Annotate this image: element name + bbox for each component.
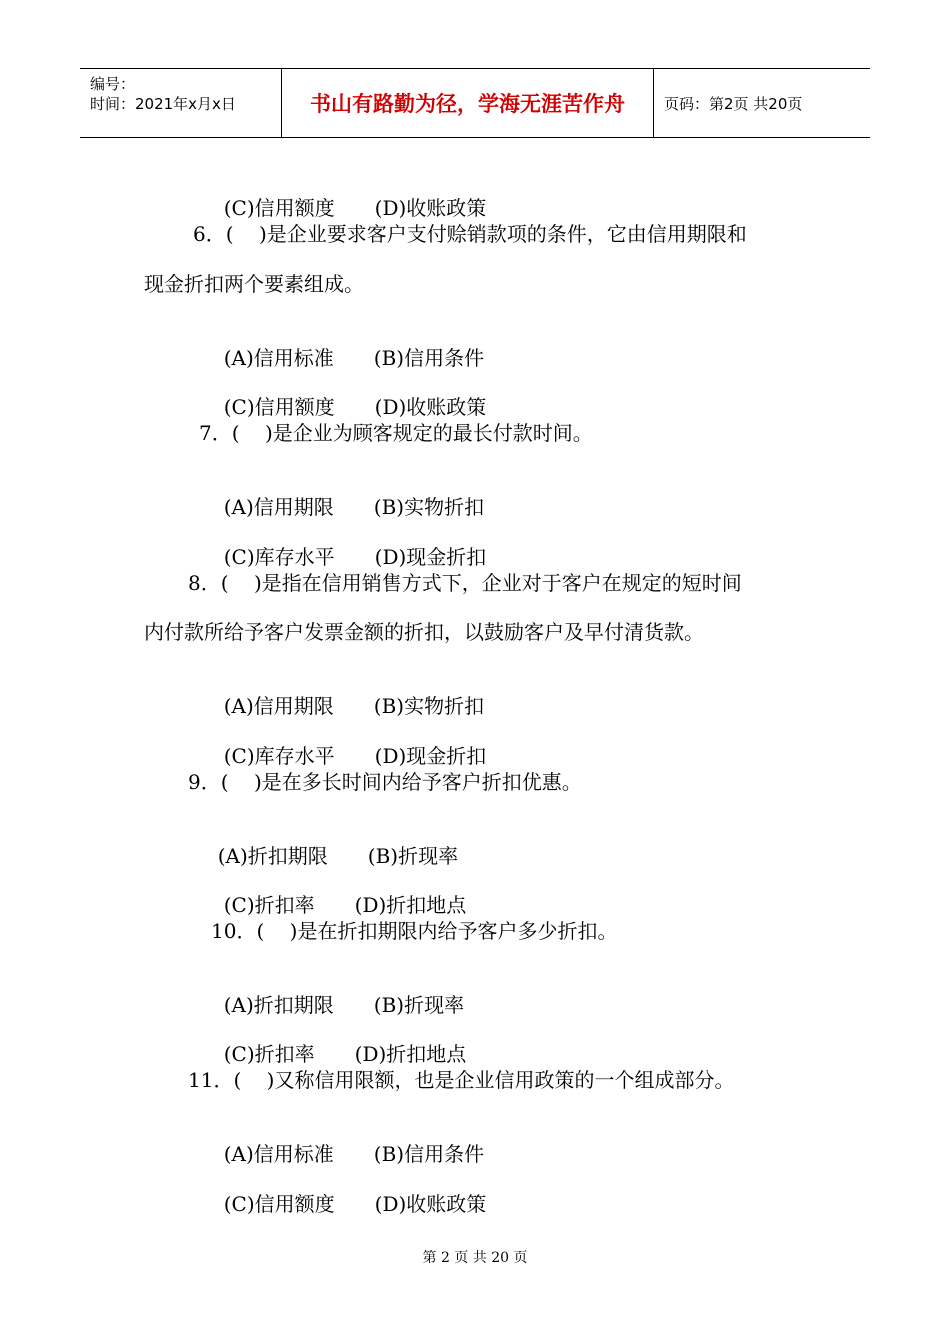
- document-number-label: 编号：: [90, 75, 136, 93]
- option-c: (C)信用额度: [223, 395, 335, 419]
- option-d: (D)折扣地点: [354, 1042, 467, 1066]
- option-a: (A)折扣期限: [223, 993, 334, 1017]
- q9-options-ab: [205, 820, 458, 868]
- option-d: (D)收账政策: [374, 395, 487, 419]
- q10-options-ab: [211, 969, 464, 1017]
- document-date: 时间：2021年x月x日: [90, 95, 236, 113]
- option-b: (B)折现率: [373, 993, 465, 1017]
- option-d: (D)现金折扣: [374, 744, 487, 768]
- option-b: (B)实物折扣: [373, 495, 485, 519]
- q7-options-cd: [211, 521, 486, 569]
- option-c: (C)折扣率: [223, 1042, 315, 1066]
- page-footer: 第 2 页 共 20 页: [422, 1250, 528, 1266]
- option-c: (C)库存水平: [223, 545, 335, 569]
- q10-options-cd: [211, 1018, 466, 1066]
- q9-options-cd: [211, 869, 466, 917]
- page-header: [80, 68, 870, 138]
- q7-stem: 7．( )是企业为顾客规定的最长付款时间。: [199, 421, 593, 445]
- q6-options-ab: [211, 322, 484, 370]
- q11-options-cd: [211, 1168, 486, 1216]
- option-a: (A)信用标准: [223, 346, 334, 370]
- q5-options-cd: [211, 172, 486, 220]
- q6-options-cd: [211, 371, 486, 419]
- option-c: (C)信用额度: [223, 1192, 335, 1216]
- option-d: (D)收账政策: [374, 196, 487, 220]
- q9-stem: 9．( )是在多长时间内给予客户折扣优惠。: [188, 770, 582, 794]
- option-b: (B)实物折扣: [373, 694, 485, 718]
- q6-stem-line1: 6．( )是企业要求客户支付赊销款项的条件，它由信用期限和: [193, 222, 747, 246]
- header-page-info: 页码：第2页 共20页: [664, 94, 803, 113]
- option-c: (C)库存水平: [223, 744, 335, 768]
- q8-stem-line2: 内付款所给予客户发票金额的折扣，以鼓励客户及早付清货款。: [144, 620, 704, 644]
- option-d: (D)折扣地点: [354, 893, 467, 917]
- option-c: (C)折扣率: [223, 893, 315, 917]
- option-d: (D)收账政策: [374, 1192, 487, 1216]
- q8-options-cd: [211, 720, 486, 768]
- option-b: (B)信用条件: [373, 346, 485, 370]
- q8-options-ab: [211, 670, 484, 718]
- q7-options-ab: [211, 471, 484, 519]
- option-a: (A)信用期限: [223, 694, 334, 718]
- header-motto: 书山有路勤为径，学海无涯苦作舟: [310, 92, 625, 116]
- q10-stem: 10．( )是在折扣期限内给予客户多少折扣。: [211, 919, 618, 943]
- option-a: (A)折扣期限: [217, 844, 328, 868]
- q6-stem-line2: 现金折扣两个要素组成。: [144, 272, 364, 296]
- header-motto-cell: [282, 69, 654, 137]
- q8-stem-line1: 8．( )是指在信用销售方式下，企业对于客户在规定的短时间: [188, 571, 742, 595]
- option-b: (B)折现率: [367, 844, 459, 868]
- option-b: (B)信用条件: [373, 1142, 485, 1166]
- q11-stem: 11．( )又称信用限额，也是企业信用政策的一个组成部分。: [188, 1068, 735, 1092]
- option-c: (C)信用额度: [223, 196, 335, 220]
- header-meta-cell: [80, 69, 282, 137]
- option-a: (A)信用期限: [223, 495, 334, 519]
- option-a: (A)信用标准: [223, 1142, 334, 1166]
- q11-options-ab: [211, 1118, 484, 1166]
- option-d: (D)现金折扣: [374, 545, 487, 569]
